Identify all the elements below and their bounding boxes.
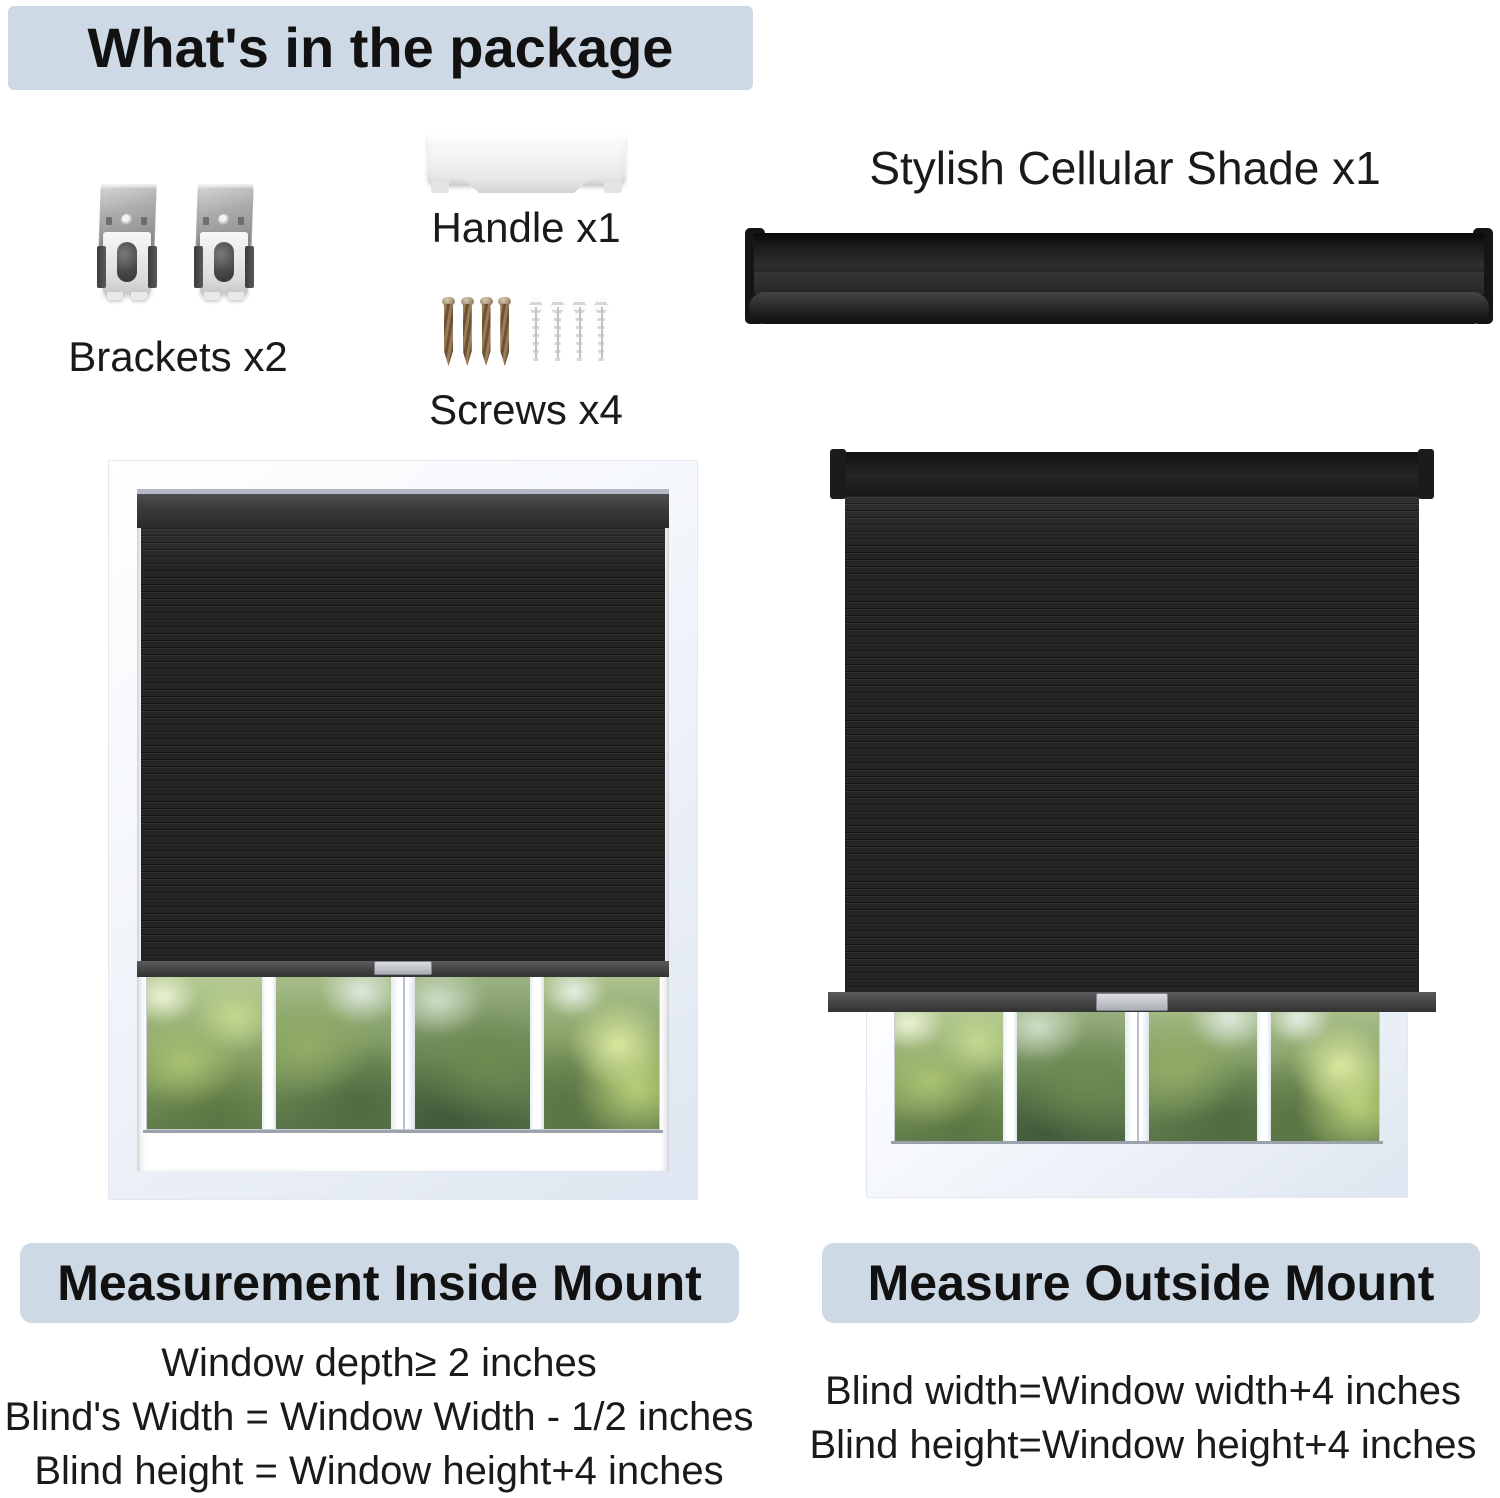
wall-anchor-icon [570, 297, 588, 361]
inside-mount-instructions [0, 1336, 758, 1498]
window-pane [1017, 1007, 1125, 1141]
bracket-foot [107, 292, 123, 300]
outside-mount-window [828, 450, 1436, 1198]
screw-icon [496, 297, 513, 367]
window-center-mullion [1125, 1007, 1149, 1141]
cellular-shade-fabric [845, 496, 1419, 992]
window-pane [544, 977, 659, 1129]
window-pane [415, 977, 530, 1129]
bracket-foot [204, 292, 220, 300]
inside-mount-window [108, 460, 698, 1200]
shade-label: Stylish Cellular Shade x1 [869, 142, 1381, 194]
window-mullion [262, 977, 276, 1129]
screws-label: Screws x4 [429, 386, 623, 433]
bracket-icon [97, 184, 157, 300]
bracket-hole-dot [238, 217, 244, 225]
window-mullion [1257, 1007, 1271, 1141]
brackets-item [97, 184, 255, 300]
measure-line: Blind's Width = Window Width - 1/2 inches [4, 1395, 754, 1439]
bracket-screw-hole [218, 214, 230, 226]
bracket-hole-dot [106, 217, 112, 225]
bracket-foot [228, 292, 244, 300]
wall-anchor-icon [527, 297, 545, 361]
screws-icon [440, 297, 610, 367]
handle-icon [427, 130, 626, 186]
shade-mid-band [754, 272, 1484, 294]
window-pane [1149, 1007, 1257, 1141]
bracket-foot [131, 292, 147, 300]
window-mullion [530, 977, 544, 1129]
measure-line: Blind height=Window height+4 inches [809, 1423, 1477, 1467]
measure-line: Blind height = Window height+4 inches [34, 1449, 724, 1493]
handle-foot [604, 181, 622, 193]
shade-handle [1096, 993, 1168, 1011]
window-pane [1271, 1007, 1379, 1141]
bracket-slot [214, 242, 234, 282]
brackets-label: Brackets x2 [68, 333, 288, 380]
window-glass [895, 1007, 1379, 1141]
bracket-hole-dot [141, 217, 147, 225]
sill-seam-line [143, 1130, 663, 1133]
cellular-shade-fabric [141, 528, 665, 961]
bracket-side-tab [97, 246, 106, 288]
screw-icon [440, 297, 457, 367]
handle-label: Handle x1 [431, 204, 621, 251]
window-pane [895, 1007, 1003, 1141]
window-glass [147, 977, 659, 1129]
measure-line: Window depth≥ 2 inches [161, 1341, 597, 1385]
wall-anchor-icon [592, 297, 610, 361]
screw-icon [478, 297, 495, 367]
shade-rolled-tube [749, 292, 1489, 324]
outside-mount-instructions [790, 1364, 1496, 1472]
window-mullion [1003, 1007, 1017, 1141]
bracket-side-tab [194, 246, 203, 288]
window-pane [276, 977, 391, 1129]
page-title: What's in the package [8, 6, 753, 90]
measure-line: Blind width=Window width+4 inches [825, 1369, 1461, 1413]
sill-seam-line [891, 1141, 1383, 1144]
shade-head-rail [835, 452, 1429, 496]
outside-mount-heading: Measure Outside Mount [822, 1243, 1480, 1323]
bracket-side-tab [148, 246, 157, 288]
window-frame [866, 1002, 1408, 1198]
handle-lip [461, 177, 592, 193]
window-pane [147, 977, 262, 1129]
bracket-slot [117, 242, 137, 282]
shade-handle [374, 961, 432, 975]
bracket-hole-dot [203, 217, 209, 225]
bracket-icon [194, 184, 254, 300]
shade-head-rail [137, 494, 669, 528]
handle-foot [431, 181, 449, 193]
inside-mount-heading: Measurement Inside Mount [20, 1243, 739, 1323]
wall-anchor-icon [549, 297, 567, 361]
rolled-cellular-shade-icon [745, 228, 1493, 328]
shade-bottom-rail [137, 961, 669, 977]
screw-icon [459, 297, 476, 367]
window-opening [137, 489, 669, 1171]
bracket-side-tab [245, 246, 254, 288]
bracket-screw-hole [121, 214, 133, 226]
window-center-mullion [391, 977, 415, 1129]
shade-bottom-rail [828, 992, 1436, 1012]
